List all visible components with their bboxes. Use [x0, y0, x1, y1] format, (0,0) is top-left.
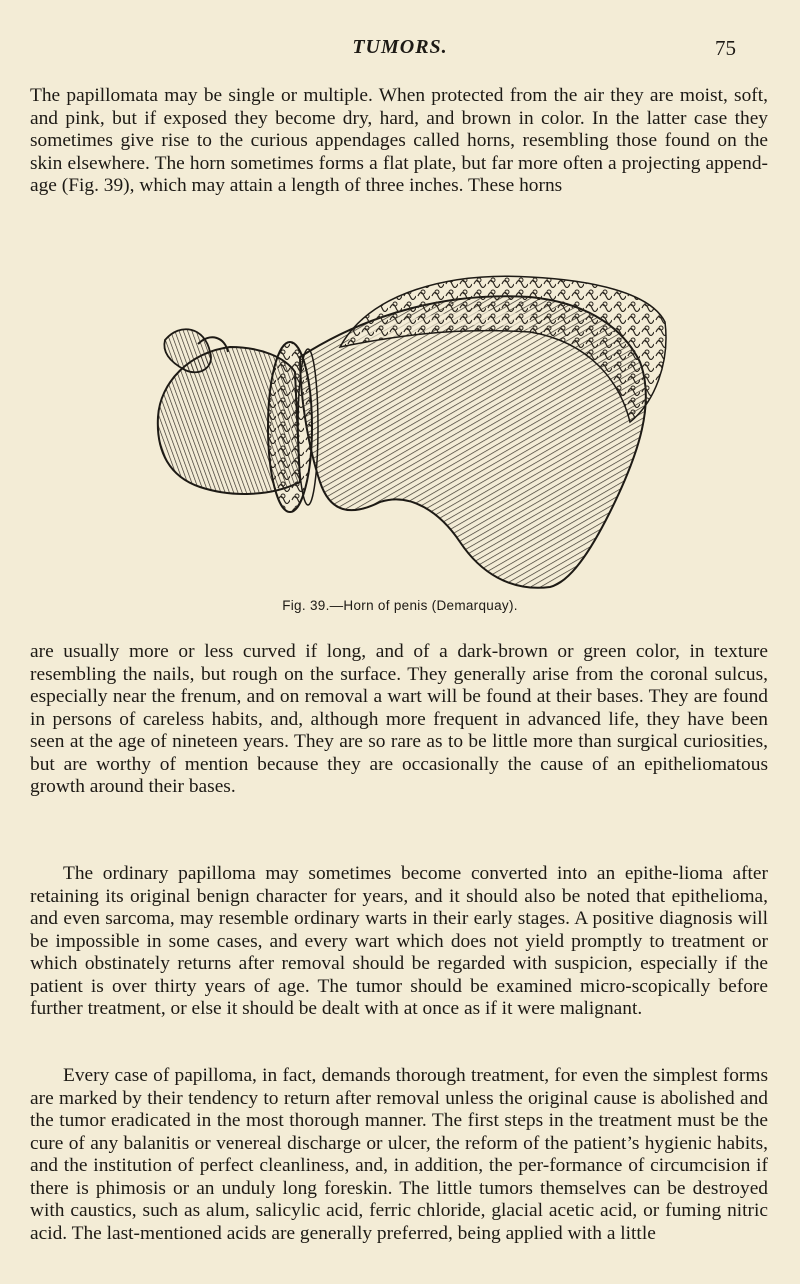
page-number: 75 — [715, 36, 736, 60]
paragraph-4: Every case of papilloma, in fact, demands thorough treatment, for even the simplest forms are marked by their tendency to return after removal unless the original cause is abolished and the tumor eradicated in the most thorough manner. The first steps in the treatment must be the cure of any balanitis or venereal discharge or ulcer, the reform of the patient’s hygienic habits, and the institution of perfect cleanliness, and, in addition, the per-formance of circumcision if there is phimosis or an unduly long foreskin. The little tumors themselves can be destroyed with caustics, such as alum, salicylic acid, ferric chloride, glacial acetic acid, or fuming nitric acid. The last-mentioned acids are generally preferred, being applied with a little — [30, 1065, 768, 1244]
running-title: TUMORS. — [352, 36, 448, 58]
paragraph-3: The ordinary papilloma may sometimes become converted into an epithe-lioma after retaining its original benign character for years, and it should also be noted that epithelioma, and even sarcoma, may resemble ordinary warts in their early stages. A positive diagnosis will be impossible in some cases, and every wart which does not yield promptly to treatment or which obstinately returns after removal should be regarded with suspicion, especially if the patient is over thirty years of age. The tumor should be examined micro-scopically before further treatment, or else it should be dealt with at once as if it were malignant. — [30, 863, 768, 1019]
running-head — [62, 36, 738, 62]
paragraph-1: The papillomata may be single or multiple. When protected from the air they are moist, soft, and pink, but if exposed they become dry, hard, and brown in color. In the latter case they sometimes give rise to the curious appendages called horns, resembling those found on the skin elsewhere. The horn sometimes forms a flat plate, but far more often a projecting append-age (Fig. 39), which may attain a length of three inches. These horns — [30, 85, 768, 196]
figure-caption: Fig. 39.—Horn of penis (Demarquay). — [282, 598, 518, 613]
paragraph-2: are usually more or less curved if long, and of a dark-brown or green color, in texture resembling the nails, but rough on the surface. They generally arise from the coronal sulcus, especially near the frenum, and on removal a wart will be found at their bases. They are found in persons of careless habits, and, although more frequent in advanced life, they have been seen at the age of nineteen years. They are so rare as to be little more than surgical curiosities, but are worthy of mention because they are occasionally the cause of an epitheliomatous growth around their bases. — [30, 641, 768, 797]
figure-illustration — [150, 252, 670, 592]
